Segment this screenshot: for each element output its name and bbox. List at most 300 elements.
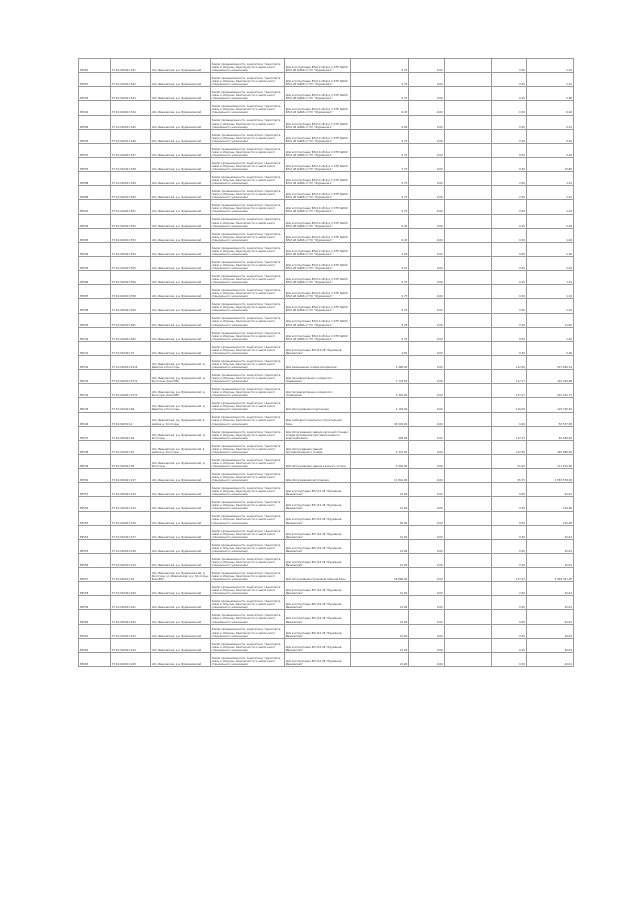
empty-cell bbox=[444, 624, 491, 638]
address-cell: обл. Ивановская, р-н Фурмановский bbox=[150, 214, 210, 228]
value-cell: 1,91 bbox=[526, 59, 573, 73]
empty-cell bbox=[444, 469, 491, 483]
cadastral-number-cell: 37:19:010201:561 bbox=[110, 313, 150, 327]
empty-cell bbox=[444, 101, 491, 115]
empty-cell bbox=[444, 242, 491, 256]
address-cell: обл. Ивановская, р-н Фурмановский bbox=[150, 525, 210, 539]
value-cell: 42,04 bbox=[526, 553, 573, 567]
empty-cell bbox=[444, 143, 491, 157]
amount-cell: 0,00 bbox=[409, 525, 444, 539]
amount-cell: 0,00 bbox=[409, 87, 444, 101]
empty-cell bbox=[444, 172, 491, 186]
empty-cell bbox=[444, 638, 491, 652]
address-cell: обл. Ивановская, р-н Фурмановский bbox=[150, 469, 210, 483]
cadastral-number-cell: 37:19:010201:543 bbox=[110, 87, 150, 101]
amount-cell: 0,00 bbox=[409, 398, 444, 412]
amount-cell: 0,00 bbox=[409, 256, 444, 270]
area-cell: 0,75 bbox=[350, 299, 409, 313]
row-id-cell: 85588 bbox=[79, 172, 111, 186]
value-cell: 42,04 bbox=[526, 483, 573, 497]
permitted-use-cell: Для эксплуатации ВЛ-0,4 кВ ф-р 1 КТП №000 ВЛ-6 кВ №606 от ПС "Фурманов-1" bbox=[284, 228, 350, 242]
address-cell: обл. Ивановская, р-н Фурмановский bbox=[150, 596, 210, 610]
table-row bbox=[79, 256, 574, 270]
coefficient-cell: 0,50 bbox=[491, 327, 526, 341]
land-category-cell: Земли промышленности, энергетики, транспорта, связи и обороны, безопасности и земли иного специального назначения bbox=[210, 539, 284, 553]
value-cell: 1,91 bbox=[526, 172, 573, 186]
value-cell: 0,00 bbox=[526, 242, 573, 256]
amount-cell: 0,00 bbox=[409, 285, 444, 299]
permitted-use-cell: Для обслуживания производственной базы bbox=[284, 568, 350, 582]
permitted-use-cell: Для эксплуатации ВЛ-0,4 кВ ф-р 1 КТП №000 ВЛ-6 кВ №606 от ПС "Фурманов-1" bbox=[284, 129, 350, 143]
value-cell: 0,91 bbox=[526, 115, 573, 129]
land-category-cell: Земли промышленности, энергетики, транспорта, связи и обороны, безопасности и земли иного специального назначения bbox=[210, 228, 284, 242]
land-category-cell: Земли промышленности, энергетики, транспорта, связи и обороны, безопасности и земли иного специального назначения bbox=[210, 384, 284, 398]
address-cell: обл. Ивановская, р-н Фурмановский bbox=[150, 101, 210, 115]
area-cell: 21,00 bbox=[350, 596, 409, 610]
coefficient-cell: 0,50 bbox=[491, 73, 526, 87]
permitted-use-cell: Для эксплуатации ВЛ-0,4 кВ ф-р 1 КТП №000 ВЛ-6 кВ №606 от ПС "Фурманов-1" bbox=[284, 214, 350, 228]
land-category-cell: Земли промышленности, энергетики, транспорта, связи и обороны, безопасности и земли иного специального назначения bbox=[210, 313, 284, 327]
area-cell: 5,78 bbox=[350, 313, 409, 327]
permitted-use-cell: Для эксплуатации ВЛ 110 кВ "Фурманов-Ивановская" bbox=[284, 553, 350, 567]
cadastral-number-cell: 37:19:010201:551 bbox=[110, 200, 150, 214]
land-category-cell: Земли промышленности, энергетики, транспорта, связи и обороны, безопасности и земли иного специального назначения bbox=[210, 172, 284, 186]
land-category-cell: Земли промышленности, энергетики, транспорта, связи и обороны, безопасности и земли иного специального назначения bbox=[210, 624, 284, 638]
area-cell: 21,00 bbox=[350, 582, 409, 596]
empty-cell bbox=[444, 454, 491, 468]
row-id-cell: 85586 bbox=[79, 271, 111, 285]
table-row bbox=[79, 172, 574, 186]
cadastral-number-cell: 37:19:010201:157 bbox=[110, 525, 150, 539]
empty-cell bbox=[444, 228, 491, 242]
permitted-use-cell: Для эксплуатации ВЛ-0,4 кВ ф-р 1 КТП №000 ВЛ-6 кВ №606 от ПС "Фурманов-1" bbox=[284, 157, 350, 171]
row-id-cell: 85505 bbox=[79, 87, 111, 101]
land-category-cell: Земли промышленности, энергетики, транспорта, связи и обороны, безопасности и земли иного специального назначения bbox=[210, 341, 284, 355]
permitted-use-cell: Для эксплуатации ВЛ-0,4 кВ ф-р 1 КТП №000 ВЛ-6 кВ №606 от ПС "Фурманов-1" bbox=[284, 299, 350, 313]
row-id-cell: 85545 bbox=[79, 398, 111, 412]
area-cell: 0,45 bbox=[350, 214, 409, 228]
cadastral-number-cell: 37:19:010201:1572 bbox=[110, 384, 150, 398]
amount-cell: 0,00 bbox=[409, 355, 444, 369]
table-row bbox=[79, 59, 574, 73]
area-cell: 0,75 bbox=[350, 327, 409, 341]
address-cell: обл. Ивановская, р-н Фурмановский, в районе д. Косогоры bbox=[150, 440, 210, 454]
table-row bbox=[79, 157, 574, 171]
amount-cell: 0,00 bbox=[409, 582, 444, 596]
empty-cell bbox=[444, 511, 491, 525]
address-cell: обл. Ивановская, р-н Фурмановский bbox=[150, 610, 210, 624]
land-category-cell: Земли промышленности, энергетики, транспорта, связи и обороны, безопасности и земли иного специального назначения bbox=[210, 285, 284, 299]
table-row bbox=[79, 384, 574, 398]
permitted-use-cell: Для эксплуатации ВЛ 110 кВ "Фурманов-Ивановская" bbox=[284, 624, 350, 638]
coefficient-cell: 2,00 bbox=[491, 59, 526, 73]
cadastral-number-cell: 37:19:010201:548 bbox=[110, 157, 150, 171]
table-row bbox=[79, 539, 574, 553]
amount-cell: 0,00 bbox=[409, 596, 444, 610]
value-cell: 100,06 bbox=[526, 497, 573, 511]
area-cell: 5 480,00 bbox=[350, 355, 409, 369]
coefficient-cell: 0,50 bbox=[491, 256, 526, 270]
land-plots-table bbox=[78, 58, 574, 667]
coefficient-cell: 95,75 bbox=[491, 469, 526, 483]
coefficient-cell: 0,50 bbox=[491, 652, 526, 666]
land-category-cell: Земли промышленности, энергетики, транспорта, связи и обороны, безопасности и земли иного специального назначения bbox=[210, 412, 284, 426]
amount-cell: 0,00 bbox=[409, 327, 444, 341]
land-category-cell: Земли промышленности, энергетики, транспорта, связи и обороны, безопасности и земли иного специального назначения bbox=[210, 511, 284, 525]
area-cell: 1 778,00 bbox=[350, 370, 409, 384]
coefficient-cell: 51,40 bbox=[491, 454, 526, 468]
land-category-cell: Земли промышленности, энергетики, транспорта, связи и обороны, безопасности и земли иного специального назначения bbox=[210, 186, 284, 200]
address-cell: обл. Ивановская, р-н Фурмановский bbox=[150, 299, 210, 313]
document-page bbox=[78, 58, 574, 667]
amount-cell: 0,00 bbox=[409, 426, 444, 440]
area-cell: 0,75 bbox=[350, 87, 409, 101]
area-cell: 0,75 bbox=[350, 200, 409, 214]
address-cell: обл. Ивановская, р-н Фурмановский bbox=[150, 582, 210, 596]
area-cell: 1 118,00 bbox=[350, 398, 409, 412]
coefficient-cell: 2,00 bbox=[491, 299, 526, 313]
cadastral-number-cell: 37:19:010201:554 bbox=[110, 242, 150, 256]
permitted-use-cell: Для эксплуатации ВЛ-0,4 кВ ф-р 1 КТП №000 ВЛ-6 кВ №606 от ПС "Фурманов-1" bbox=[284, 186, 350, 200]
land-category-cell: Земли промышленности, энергетики, транспорта, связи и обороны, безопасности и земли иного специального назначения bbox=[210, 87, 284, 101]
table-row bbox=[79, 469, 574, 483]
table-row bbox=[79, 596, 574, 610]
area-cell: 21,00 bbox=[350, 483, 409, 497]
cadastral-number-cell: 37:19:010201:154 bbox=[110, 483, 150, 497]
permitted-use-cell: Для эксплуатации ВЛ-0,4 кВ ф-р 1 КТП №000 ВЛ-6 кВ №606 от ПС "Фурманов-1" bbox=[284, 87, 350, 101]
permitted-use-cell: Для эксплуатации ВЛ-0,4 кВ ф-р 1 КТП №000 ВЛ-6 кВ №606 от ПС "Фурманов-1" bbox=[284, 172, 350, 186]
permitted-use-cell: Для эксплуатации ВЛ 110 кВ "Фурманов-Ивановская" bbox=[284, 497, 350, 511]
area-cell: 0,75 bbox=[350, 172, 409, 186]
amount-cell: 0,00 bbox=[409, 610, 444, 624]
amount-cell: 0,00 bbox=[409, 129, 444, 143]
amount-cell: 0,00 bbox=[409, 172, 444, 186]
value-cell: 42,04 bbox=[526, 638, 573, 652]
cadastral-number-cell: 37:19:010201:544 bbox=[110, 101, 150, 115]
coefficient-cell: 0,50 bbox=[491, 214, 526, 228]
cadastral-number-cell: 37:19:010201:541 bbox=[110, 59, 150, 73]
address-cell: обл. Ивановская, р-н Фурмановский bbox=[150, 186, 210, 200]
table-row bbox=[79, 129, 574, 143]
land-category-cell: Земли промышленности, энергетики, транспорта, связи и обороны, безопасности и земли иного специального назначения bbox=[210, 200, 284, 214]
cadastral-number-cell: 37:19:010201:37 bbox=[110, 341, 150, 355]
area-cell: 0,45 bbox=[350, 101, 409, 115]
amount-cell: 0,00 bbox=[409, 228, 444, 242]
coefficient-cell: 0,50 bbox=[491, 638, 526, 652]
address-cell: обл. Ивановская, р-н Фурмановский bbox=[150, 256, 210, 270]
row-id-cell: 85546 bbox=[79, 412, 111, 426]
coefficient-cell: 0,50 bbox=[491, 242, 526, 256]
cadastral-number-cell: 37:19:010201:550 bbox=[110, 186, 150, 200]
row-id-cell: 85587 bbox=[79, 73, 111, 87]
coefficient-cell: 0,50 bbox=[491, 228, 526, 242]
table-row bbox=[79, 327, 574, 341]
cadastral-number-cell: 37:19:010201:559 bbox=[110, 299, 150, 313]
coefficient-cell: 0,50 bbox=[491, 157, 526, 171]
value-cell: 42,04 bbox=[526, 525, 573, 539]
address-cell: обл. Ивановская, р-н Фурмановский bbox=[150, 172, 210, 186]
cadastral-number-cell: 37:19:010201:1514 bbox=[110, 355, 150, 369]
amount-cell: 0,00 bbox=[409, 568, 444, 582]
amount-cell: 0,00 bbox=[409, 412, 444, 426]
empty-cell bbox=[444, 87, 491, 101]
address-cell: обл. Ивановская, р-н Фурмановский bbox=[150, 59, 210, 73]
empty-cell bbox=[444, 341, 491, 355]
table-row bbox=[79, 285, 574, 299]
coefficient-cell: 0,50 bbox=[491, 200, 526, 214]
value-cell: 149 334,68 bbox=[526, 370, 573, 384]
cadastral-number-cell: 37:19:010201:562 bbox=[110, 327, 150, 341]
empty-cell bbox=[444, 568, 491, 582]
permitted-use-cell: Для свободного ремонтно-строительной базы bbox=[284, 412, 350, 426]
table-row bbox=[79, 242, 574, 256]
empty-cell bbox=[444, 256, 491, 270]
permitted-use-cell: Для эксплуатации ВЛ-0,4 кВ ф-р 1 КТП №000 ВЛ-6 кВ №606 от ПС "Фурманов-1" bbox=[284, 59, 350, 73]
area-cell: 0,45 bbox=[350, 228, 409, 242]
coefficient-cell: 0,50 bbox=[491, 539, 526, 553]
area-cell: 4 374,00 bbox=[350, 440, 409, 454]
area-cell: 0,75 bbox=[350, 59, 409, 73]
address-cell: обл. Ивановская, р-н Фурмановский, д. Девятое и Косогоры bbox=[150, 355, 210, 369]
land-category-cell: Земли промышленности, энергетики, транспорта, связи и обороны, безопасности и земли иного специального назначения bbox=[210, 652, 284, 666]
coefficient-cell: 0,50 bbox=[491, 285, 526, 299]
coefficient-cell: 0,50 bbox=[491, 553, 526, 567]
amount-cell: 0,00 bbox=[409, 483, 444, 497]
table-row bbox=[79, 525, 574, 539]
area-cell: 0,75 bbox=[350, 271, 409, 285]
area-cell: 0,75 bbox=[350, 129, 409, 143]
coefficient-cell: 0,50 bbox=[491, 525, 526, 539]
permitted-use-cell: Для эксплуатации ВЛ 110 кВ "Фурманов-Ивановская" bbox=[284, 511, 350, 525]
area-cell: 0,75 bbox=[350, 285, 409, 299]
value-cell: 100,06 bbox=[526, 511, 573, 525]
area-cell: 11 841,00 bbox=[350, 469, 409, 483]
row-id-cell: 85544 bbox=[79, 384, 111, 398]
coefficient-cell: 0,50 bbox=[491, 497, 526, 511]
land-category-cell: Земли промышленности, энергетики, транспорта, связи и обороны, безопасности и земли иного специального назначения bbox=[210, 398, 284, 412]
address-cell: обл. Ивановская, р-н Фурмановский bbox=[150, 242, 210, 256]
empty-cell bbox=[444, 299, 491, 313]
row-id-cell: 85591 bbox=[79, 200, 111, 214]
empty-cell bbox=[444, 186, 491, 200]
table-row bbox=[79, 568, 574, 582]
row-id-cell: 85541 bbox=[79, 341, 111, 355]
land-category-cell: Земли промышленности, энергетики, транспорта, связи и обороны, безопасности и земли иного специального назначения bbox=[210, 596, 284, 610]
permitted-use-cell: Для обслуживания здания насосной станции склада материалов противопожарного водоснабжения bbox=[284, 426, 350, 440]
value-cell: 1,91 bbox=[526, 285, 573, 299]
cadastral-number-cell: 37:19:010201:558 bbox=[110, 285, 150, 299]
table-body bbox=[79, 59, 574, 667]
address-cell: обл. Ивановская, р-н Фурмановский bbox=[150, 638, 210, 652]
amount-cell: 0,00 bbox=[409, 200, 444, 214]
value-cell: 5,01 bbox=[526, 256, 573, 270]
table-row bbox=[79, 143, 574, 157]
row-id-cell: 85557 bbox=[79, 568, 111, 582]
row-id-cell: 85504 bbox=[79, 101, 111, 115]
table-row bbox=[79, 355, 574, 369]
empty-cell bbox=[444, 115, 491, 129]
permitted-use-cell: Для эксплуатации ВЛ 110 кВ "Фурманов-Ивановская" bbox=[284, 483, 350, 497]
row-id-cell: 85555 bbox=[79, 539, 111, 553]
table-row bbox=[79, 497, 574, 511]
permitted-use-cell: Для обслуживания зданий противопожарного склада bbox=[284, 440, 350, 454]
empty-cell bbox=[444, 483, 491, 497]
row-id-cell: 85505 bbox=[79, 129, 111, 143]
table-row bbox=[79, 553, 574, 567]
table-row bbox=[79, 582, 574, 596]
area-cell: 3 305,00 bbox=[350, 454, 409, 468]
cadastral-number-cell: 37:19:010201:545 bbox=[110, 115, 150, 129]
permitted-use-cell: Для производственно-складского помещения bbox=[284, 384, 350, 398]
value-cell: 1 583 378,36 bbox=[526, 469, 573, 483]
amount-cell: 0,00 bbox=[409, 186, 444, 200]
coefficient-cell: 0,50 bbox=[491, 341, 526, 355]
cadastral-number-cell: 37:19:010201:159 bbox=[110, 553, 150, 567]
cadastral-number-cell: 37:19:010201:161 bbox=[110, 596, 150, 610]
coefficient-cell: 0,00 bbox=[491, 412, 526, 426]
address-cell: обл. Ивановская, р-н Фурмановский, д. Девятое и Косогоры bbox=[150, 398, 210, 412]
table-row bbox=[79, 271, 574, 285]
cadastral-number-cell: 37:19:010201:164 bbox=[110, 638, 150, 652]
cadastral-number-cell: 37:19:010201:158 bbox=[110, 539, 150, 553]
permitted-use-cell: Для производственно-складского помещения bbox=[284, 370, 350, 384]
address-cell: обл. Ивановская, р-н Фурмановский bbox=[150, 228, 210, 242]
cadastral-number-cell: 37:19:010201:48 bbox=[110, 454, 150, 468]
address-cell: обл. Ивановская, р-н Фурмановский bbox=[150, 341, 210, 355]
cadastral-number-cell: 37:19:010201:160 bbox=[110, 582, 150, 596]
coefficient-cell: 0,50 bbox=[491, 129, 526, 143]
table-row bbox=[79, 398, 574, 412]
address-cell: обл. Ивановская, р-н Фурмановский bbox=[150, 271, 210, 285]
land-category-cell: Земли промышленности, энергетики, транспорта, связи и обороны, безопасности и земли иного специального назначения bbox=[210, 454, 284, 468]
cadastral-number-cell: 37:19:010201:45 bbox=[110, 440, 150, 454]
row-id-cell: 85547 bbox=[79, 426, 111, 440]
coefficient-cell: 0,50 bbox=[491, 101, 526, 115]
coefficient-cell: 112,00 bbox=[491, 440, 526, 454]
coefficient-cell: 0,50 bbox=[491, 313, 526, 327]
row-id-cell: 85550 bbox=[79, 469, 111, 483]
address-cell: обл. Ивановская, р-н Фурмановский, д. Косогоры bbox=[150, 454, 210, 468]
address-cell: обл. Ивановская, р-н Фурмановский bbox=[150, 652, 210, 666]
empty-cell bbox=[444, 214, 491, 228]
coefficient-cell: 112,00 bbox=[491, 355, 526, 369]
land-category-cell: Земли промышленности, энергетики, транспорта, связи и обороны, безопасности и земли иного специального назначения bbox=[210, 115, 284, 129]
cadastral-number-cell: 37:19:010201:163 bbox=[110, 624, 150, 638]
empty-cell bbox=[444, 582, 491, 596]
land-category-cell: Земли промышленности, энергетики, транспорта, связи и обороны, безопасности и земли иного специального назначения bbox=[210, 610, 284, 624]
value-cell: 42,04 bbox=[526, 539, 573, 553]
cadastral-number-cell: 37:19:020101:18 bbox=[110, 568, 150, 582]
cadastral-number-cell: 37:19:010201:155 bbox=[110, 497, 150, 511]
address-cell: обл. Ивановская, р-н Фурмановский bbox=[150, 553, 210, 567]
permitted-use-cell: Для эксплуатации ВЛ-0,4 кВ ф-р 1 КТП №000 ВЛ-6 кВ №606 от ПС "Фурманов-1" bbox=[284, 101, 350, 115]
coefficient-cell: 0,50 bbox=[491, 483, 526, 497]
value-cell: 129 740,81 bbox=[526, 398, 573, 412]
permitted-use-cell: Для эксплуатации ВЛ 110 кВ "Фурманов-Ивановская" bbox=[284, 638, 350, 652]
land-category-cell: Земли промышленности, энергетики, транспорта, связи и обороны, безопасности и земли иного специального назначения bbox=[210, 299, 284, 313]
row-id-cell: 85594 bbox=[79, 242, 111, 256]
amount-cell: 0,00 bbox=[409, 59, 444, 73]
land-category-cell: Земли промышленности, энергетики, транспорта, связи и обороны, безопасности и земли иного специального назначения bbox=[210, 426, 284, 440]
cadastral-number-cell: 37:19:010201:553 bbox=[110, 228, 150, 242]
coefficient-cell: 116,00 bbox=[491, 398, 526, 412]
empty-cell bbox=[444, 440, 491, 454]
address-cell: обл. Ивановская, р-н Фурмановский bbox=[150, 313, 210, 327]
value-cell: 1,91 bbox=[526, 73, 573, 87]
land-category-cell: Земли промышленности, энергетики, транспорта, связи и обороны, безопасности и земли иного специального назначения bbox=[210, 59, 284, 73]
table-row bbox=[79, 214, 574, 228]
table-row bbox=[79, 370, 574, 384]
empty-cell bbox=[444, 327, 491, 341]
permitted-use-cell: Для эксплуатации ВЛ 110 кВ "Фурманов-Ивановская" bbox=[284, 582, 350, 596]
row-id-cell: 85592 bbox=[79, 214, 111, 228]
row-id-cell: 85581 bbox=[79, 59, 111, 73]
row-id-cell: 85507 bbox=[79, 143, 111, 157]
area-cell: 0,75 bbox=[350, 73, 409, 87]
address-cell: обл. Ивановская, р-н Фурмановский bbox=[150, 511, 210, 525]
table-row bbox=[79, 228, 574, 242]
address-cell: обл. Ивановская, р-н Фурмановский bbox=[150, 497, 210, 511]
empty-cell bbox=[444, 610, 491, 624]
amount-cell: 0,00 bbox=[409, 143, 444, 157]
empty-cell bbox=[444, 652, 491, 666]
permitted-use-cell: Для размещения склада материалов bbox=[284, 355, 350, 369]
coefficient-cell: 117,17 bbox=[491, 370, 526, 384]
amount-cell: 0,00 bbox=[409, 511, 444, 525]
table-row bbox=[79, 200, 574, 214]
row-id-cell: 85586 bbox=[79, 186, 111, 200]
permitted-use-cell: Для эксплуатации ВЛ-0,4 кВ ф-р 1 КТП №000 ВЛ-6 кВ №606 от ПС "Фурманов-1" bbox=[284, 143, 350, 157]
amount-cell: 0,00 bbox=[409, 341, 444, 355]
land-category-cell: Земли промышленности, энергетики, транспорта, связи и обороны, безопасности и земли иного специального назначения bbox=[210, 101, 284, 115]
area-cell: 0,75 bbox=[350, 143, 409, 157]
value-cell: 1,91 bbox=[526, 186, 573, 200]
land-category-cell: Земли промышленности, энергетики, транспорта, связи и обороны, безопасности и земли иного специального назначения bbox=[210, 355, 284, 369]
amount-cell: 0,00 bbox=[409, 638, 444, 652]
row-id-cell: 85549 bbox=[79, 454, 111, 468]
area-cell: 21,00 bbox=[350, 652, 409, 666]
address-cell: обл. Ивановская, р-н Фурмановский bbox=[150, 73, 210, 87]
row-id-cell: 85552 bbox=[79, 497, 111, 511]
cadastral-number-cell: 37:19:010201:46 bbox=[110, 426, 150, 440]
row-id-cell: 85595 bbox=[79, 256, 111, 270]
cadastral-number-cell: 37:19:010201:162 bbox=[110, 610, 150, 624]
row-id-cell: 85561 bbox=[79, 624, 111, 638]
value-cell: 0,94 bbox=[526, 143, 573, 157]
cadastral-number-cell: 37:19:010201:1571 bbox=[110, 370, 150, 384]
amount-cell: 0,00 bbox=[409, 299, 444, 313]
table-row bbox=[79, 610, 574, 624]
amount-cell: 0,00 bbox=[409, 624, 444, 638]
row-id-cell: 85583 bbox=[79, 228, 111, 242]
land-category-cell: Земли промышленности, энергетики, транспорта, связи и обороны, безопасности и земли иного специального назначения bbox=[210, 525, 284, 539]
empty-cell bbox=[444, 497, 491, 511]
amount-cell: 0,00 bbox=[409, 313, 444, 327]
land-category-cell: Земли промышленности, энергетики, транспорта, связи и обороны, безопасности и земли иного специального назначения bbox=[210, 497, 284, 511]
value-cell: 1,40 bbox=[526, 327, 573, 341]
value-cell: 1,91 bbox=[526, 271, 573, 285]
land-category-cell: Земли промышленности, энергетики, транспорта, связи и обороны, безопасности и земли иного специального назначения bbox=[210, 440, 284, 454]
coefficient-cell: 2,00 bbox=[491, 172, 526, 186]
table-row bbox=[79, 101, 574, 115]
value-cell: 42,04 bbox=[526, 610, 573, 624]
empty-cell bbox=[444, 200, 491, 214]
permitted-use-cell: Для эксплуатации ВЛ-0,4 кВ ф-р 1 КТП №000 ВЛ-6 кВ №606 от ПС "Фурманов-1" bbox=[284, 285, 350, 299]
land-category-cell: Земли промышленности, энергетики, транспорта, связи и обороны, безопасности и земли иного специального назначения bbox=[210, 157, 284, 171]
value-cell: 0,80 bbox=[526, 87, 573, 101]
cadastral-number-cell: 37:19:010201:156 bbox=[110, 511, 150, 525]
area-cell: 21,00 bbox=[350, 553, 409, 567]
